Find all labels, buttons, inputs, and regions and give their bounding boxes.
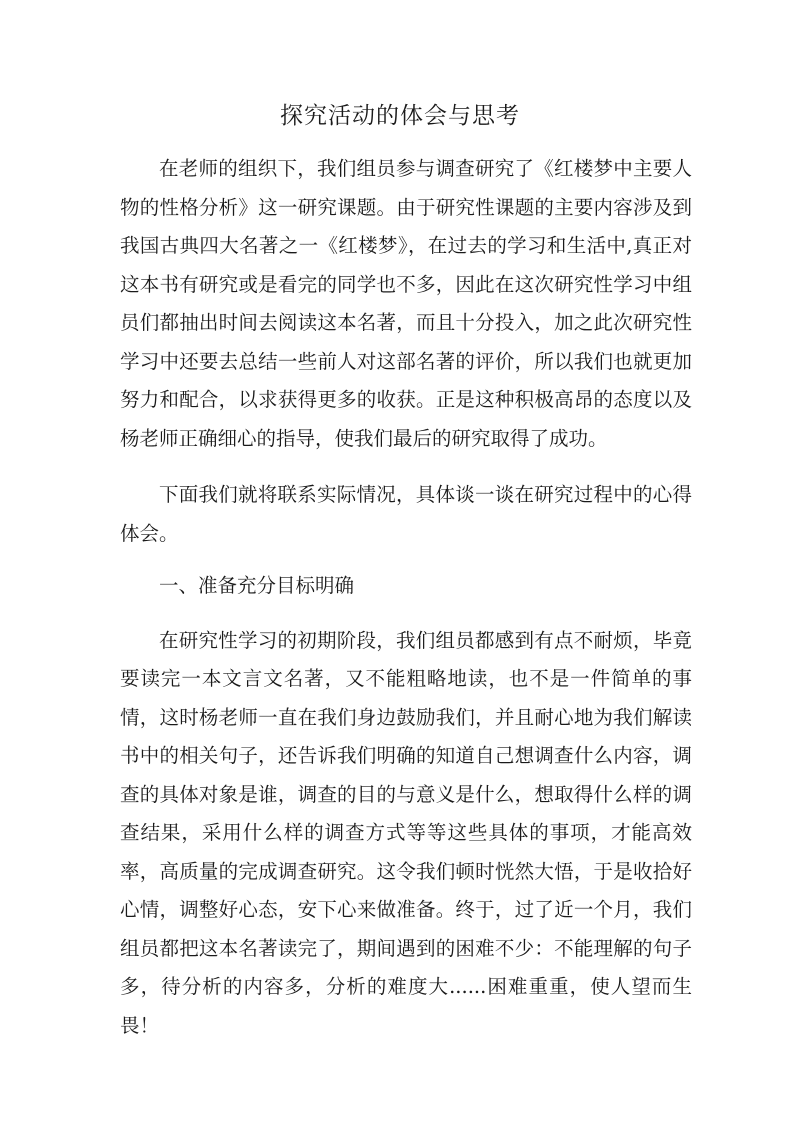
section-heading: 一、准备充分目标明确 xyxy=(159,574,355,597)
document-title: 探究活动的体会与思考 xyxy=(280,103,520,129)
document-body xyxy=(120,150,692,1045)
transition-paragraph: 下面我们就将联系实际情况，具体谈一谈在研究过程中的心得体会。 xyxy=(120,483,692,545)
section-paragraph: 在研究性学习的初期阶段，我们组员都感到有点不耐烦，毕竟要读完一本文言文名著，又不能粗略地读，也不是一件简单的事情，这时杨老师一直在我们身边鼓励我们，并且耐心地为我们解读书中的相关句子，还告诉我们明确的知道自己想调查什么内容，调查的具体对象是谁，调查的目的与意义是什么，想取得什么样的调查结果，采用什么样的调查方式等等这些具体的事项，才能高效率，高质量的完成调查研究。这令我们顿时恍然大悟，于是收拾好心情，调整好心态，安下心来做准备。终于，过了近一个月，我们组员都把这本名著读完了，期间遇到的困难不少：不能理解的句子多，待分析的内容多，分析的难度大......困难重重，使人望而生畏！ xyxy=(120,628,692,1037)
intro-paragraph: 在老师的组织下，我们组员参与调查研究了《红楼梦中主要人物的性格分析》这一研究课题。由于研究性课题的主要内容涉及到我国古典四大名著之一《红楼梦》，在过去的学习和生活中,真正对这本书有研究或是看完的同学也不多，因此在这次研究性学习中组员们都抽出时间去阅读这本名著，而且十分投入，加之此次研究性学习中还要去总结一些前人对这部名著的评价，所以我们也就更加努力和配合，以求获得更多的收获。正是这种积极高昂的态度以及杨老师正确细心的指导，使我们最后的研究取得了成功。 xyxy=(120,157,692,450)
